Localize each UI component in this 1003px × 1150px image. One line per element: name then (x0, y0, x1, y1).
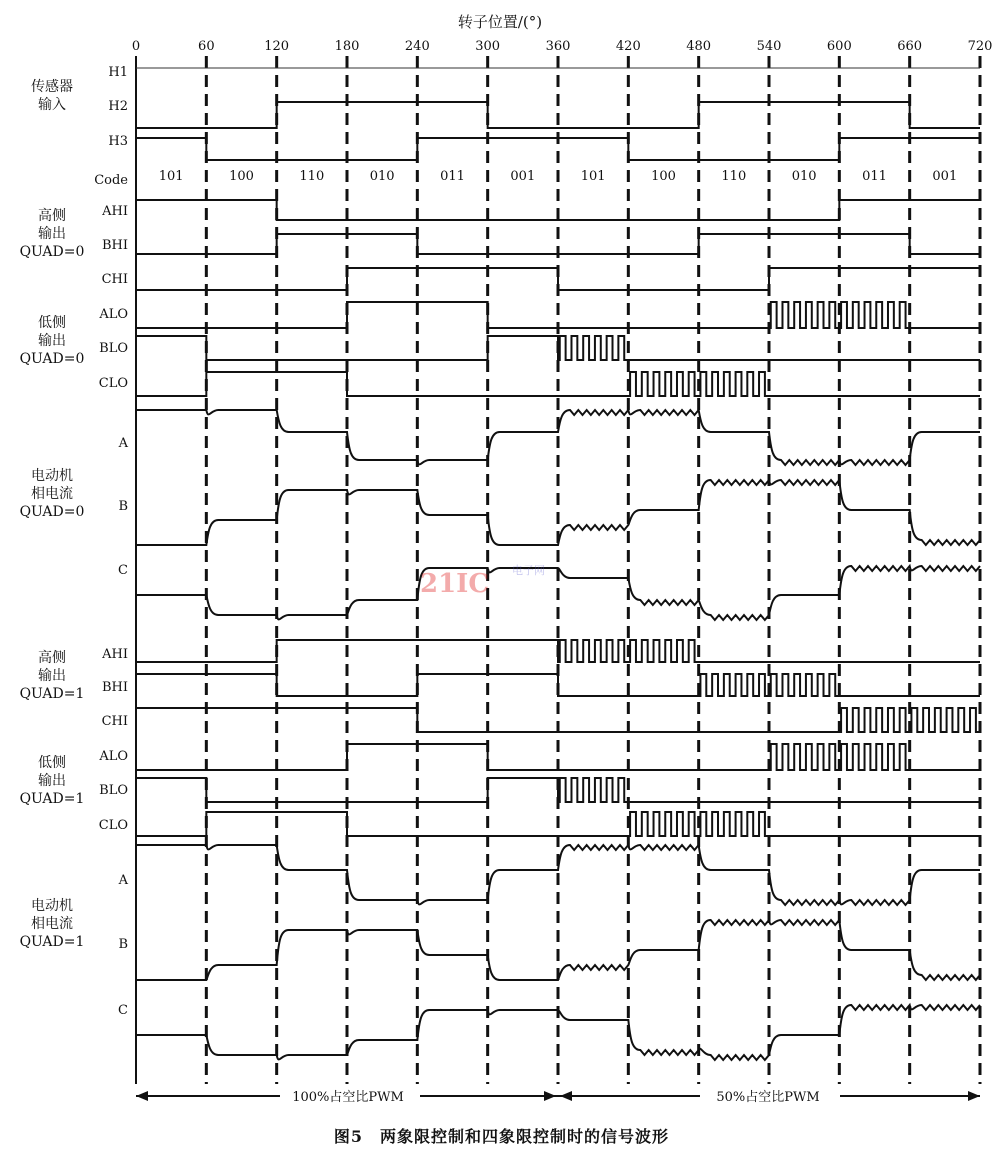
group-label-hi0-0: 高侧 (38, 208, 66, 224)
group-label-cur0-1: 相电流 (31, 486, 73, 502)
diagram-title: 转子位置/(°) (457, 13, 543, 31)
signal-label-blo1: BLO (99, 783, 128, 798)
group-label-lo0-0: 低侧 (38, 315, 66, 331)
angle-tick-300: 300 (475, 39, 501, 54)
code-6: 101 (580, 169, 606, 184)
pwm-50-label: 50%占空比PWM (716, 1090, 820, 1105)
code-8: 110 (721, 169, 747, 184)
signal-label-h3: H3 (108, 134, 128, 149)
watermark-logo (420, 563, 545, 599)
group-label-cur1-2: QUAD=1 (19, 934, 85, 950)
angle-tick-60: 60 (198, 39, 215, 54)
signal-label-c1: C (118, 1003, 128, 1018)
group-label-hi1-2: QUAD=1 (19, 686, 85, 702)
angle-tick-600: 600 (826, 39, 852, 54)
angle-tick-180: 180 (334, 39, 360, 54)
code-11: 001 (932, 169, 958, 184)
signal-label-a0: A (118, 436, 128, 451)
pwm-100-label: 100%占空比PWM (292, 1090, 404, 1105)
angle-tick-720: 720 (967, 39, 993, 54)
wave-blo0 (136, 336, 980, 360)
group-label-hi0-2: QUAD=0 (19, 244, 85, 260)
code-0: 101 (158, 169, 184, 184)
signal-label-b1: B (118, 937, 128, 952)
signal-label-h1: H1 (108, 65, 128, 80)
wave-ahi1 (136, 640, 980, 662)
angle-tick-420: 420 (615, 39, 641, 54)
group-label-lo1-1: 输出 (38, 773, 66, 789)
arrow-right-start (560, 1091, 572, 1101)
angle-tick-120: 120 (264, 39, 290, 54)
signal-label-chi1: CHI (101, 714, 128, 729)
signal-label-c0: C (118, 563, 128, 578)
code-1: 100 (229, 169, 254, 184)
code-7: 100 (651, 169, 676, 184)
angle-tick-0: 0 (131, 39, 141, 54)
code-5: 001 (510, 169, 536, 184)
group-label-cur0-2: QUAD=0 (19, 504, 85, 520)
figure-caption: 图5 两象限控制和四象限控制时的信号波形 (333, 1127, 670, 1146)
code-2: 110 (299, 169, 325, 184)
group-label-hi0-1: 输出 (38, 226, 66, 242)
signal-label-bhi0: BHI (101, 238, 128, 253)
group-label-lo1-2: QUAD=1 (19, 791, 85, 807)
arrow-left-end (544, 1091, 556, 1101)
signal-label-bhi1: BHI (101, 680, 128, 695)
angle-tick-540: 540 (756, 39, 782, 54)
angle-tick-360: 360 (545, 39, 571, 54)
signal-label-clo1: CLO (98, 818, 128, 833)
code-10: 011 (862, 169, 887, 184)
signal-label-blo0: BLO (99, 341, 128, 356)
group-label-cur1-1: 相电流 (31, 916, 73, 932)
group-label-hi1-1: 输出 (38, 668, 66, 684)
signal-label-b0: B (118, 499, 128, 514)
watermark-sub: 电子网 (512, 564, 545, 577)
wave-blo1 (136, 778, 980, 802)
signal-label-h2: H2 (108, 99, 128, 114)
group-label-hi1-0: 高侧 (38, 650, 66, 666)
group-label-lo1-0: 低侧 (38, 755, 66, 771)
group-label-lo0-1: 输出 (38, 333, 66, 349)
angle-tick-660: 660 (897, 39, 923, 54)
code-3: 010 (369, 169, 395, 184)
wave-chi0 (136, 268, 980, 290)
signal-label-ahi1: AHI (102, 647, 128, 662)
angle-tick-480: 480 (686, 39, 712, 54)
group-label-sensor-1: 输入 (38, 97, 66, 113)
watermark-main: 21IC (420, 569, 490, 599)
group-label-cur0-0: 电动机 (31, 468, 73, 484)
signal-label-alo1: ALO (99, 749, 128, 764)
signal-label-clo0: CLO (98, 376, 128, 391)
arrow-left-start (136, 1091, 148, 1101)
code-4: 011 (440, 169, 465, 184)
signal-label-ahi0: AHI (102, 204, 128, 219)
group-label-lo0-2: QUAD=0 (19, 351, 85, 367)
arrow-right-end (968, 1091, 980, 1101)
group-label-cur1-0: 电动机 (31, 898, 73, 914)
angle-tick-240: 240 (404, 39, 430, 54)
signal-label-chi0: CHI (101, 272, 128, 287)
code-label: Code (94, 173, 128, 188)
group-label-sensor-0: 传感器 (31, 79, 73, 95)
signal-label-alo0: ALO (99, 307, 128, 322)
signal-label-a1: A (118, 873, 128, 888)
code-9: 010 (791, 169, 817, 184)
wave-bhi1 (136, 674, 980, 696)
